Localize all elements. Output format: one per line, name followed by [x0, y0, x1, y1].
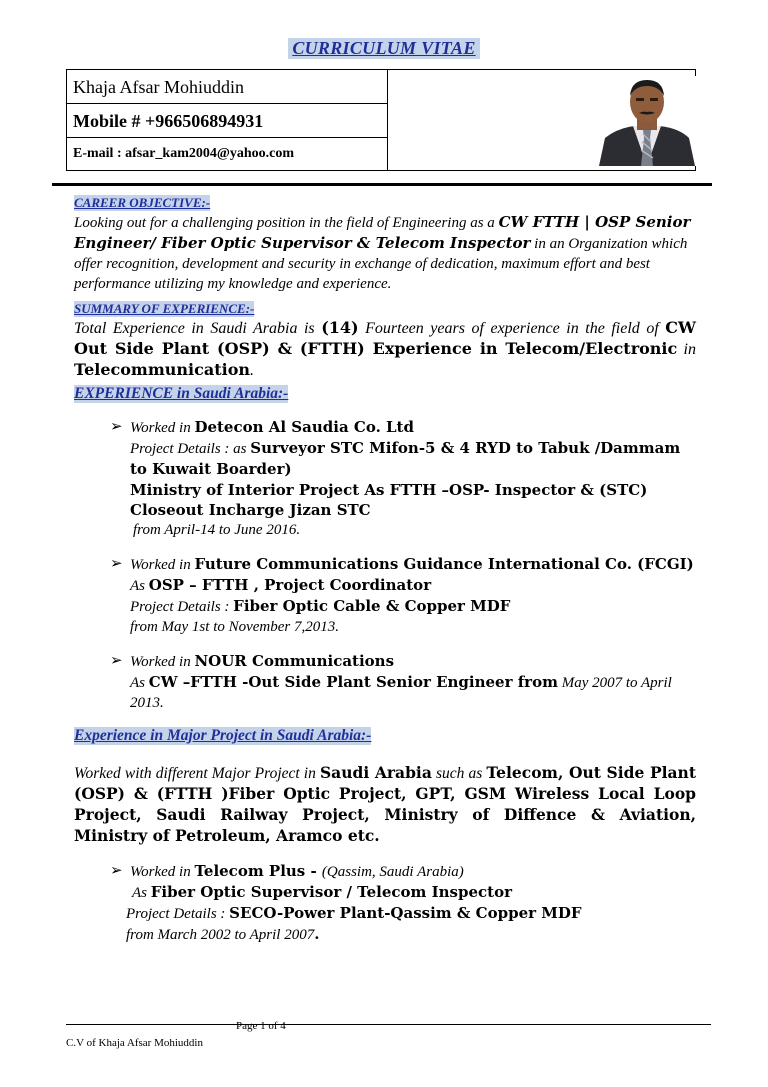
arrow-bullet-icon: ➢: [110, 863, 123, 879]
arrow-bullet-icon: ➢: [110, 419, 123, 435]
item-company: NOUR Communications: [194, 652, 395, 670]
experience-item: [108, 417, 696, 540]
item-prefix: Worked in: [130, 654, 195, 670]
item-as-prefix: As: [130, 578, 149, 594]
document-title: CURRICULUM VITAE: [288, 38, 479, 59]
item-details: Surveyor STC Mifon-5 & 4 RYD to Tabuk /Dammam to Kuwait Boarder): [130, 439, 681, 478]
candidate-name: Khaja Afsar Mohiuddin: [67, 70, 387, 104]
summary-text-mid: Fourteen years of experience in the field of: [358, 320, 666, 337]
major-projects-section: [74, 727, 696, 945]
item-role: OSP – FTTH , Project Coordinator: [148, 576, 432, 594]
experience-list: [108, 417, 696, 713]
experience-heading: EXPERIENCE in Saudi Arabia:-: [74, 385, 289, 402]
item-as-prefix: As: [130, 675, 149, 691]
contact-table: [66, 69, 696, 171]
major-text-mid: such as: [431, 765, 487, 782]
major-projects-heading: Experience in Major Project in Saudi Arabia:-: [74, 727, 372, 744]
item-location: (Qassim, Saudi Arabia): [321, 864, 464, 880]
mobile-number: Mobile # +966506894931: [67, 104, 387, 138]
objective-text-start: Looking out for a challenging position in the field of Engineering as a: [74, 215, 499, 231]
item-details: SECO-Power Plant-Qassim & Copper MDF: [229, 904, 582, 922]
item-company: Future Communications Guidance International Co: [194, 555, 627, 573]
summary-section: [74, 300, 696, 381]
item-extra-details: Ministry of Interior Project As FTTH –OSP- Inspector & (STC) Closeout Incharge Jizan STC: [130, 481, 648, 519]
experience-section: [74, 385, 696, 713]
experience-item: [108, 651, 696, 713]
career-objective-text: [74, 212, 696, 294]
arrow-bullet-icon: ➢: [110, 556, 123, 572]
summary-field: CW Out Side Plant (OSP) & (FTTH) Experience in Telecom/Electronic: [74, 318, 696, 358]
email-address: E-mail : afsar_kam2004@yahoo.com: [73, 146, 295, 161]
item-role: Fiber Optic Supervisor / Telecom Inspector: [150, 883, 512, 901]
major-text-start: Worked with different Major Project in: [74, 765, 320, 782]
summary-text: [74, 318, 696, 381]
summary-heading: SUMMARY OF EXPERIENCE:-: [74, 301, 255, 316]
cv-content: [74, 194, 696, 959]
item-dates: from March 2002 to April 2007: [126, 927, 315, 943]
summary-text-in: in: [677, 341, 696, 358]
item-as-prefix: As: [132, 885, 151, 901]
item-company-suffix: . (FCGI): [626, 555, 694, 573]
item-dates: May 2007 to April 2013.: [130, 675, 672, 711]
footer-divider: [66, 1024, 711, 1025]
item-role: CW –FTTH -Out Side Plant Senior Engineer from: [148, 673, 558, 691]
summary-years: (14): [321, 318, 359, 337]
career-objective-heading: CAREER OBJECTIVE:-: [74, 195, 211, 210]
item-details-prefix: Project Details :: [126, 906, 230, 922]
item-details-prefix: Project Details : as: [130, 441, 251, 457]
page-number: Page 1 of 4: [236, 1020, 286, 1032]
item-dates: from April-14 to June 2016.: [133, 522, 301, 538]
item-dates: from May 1st to November 7,2013.: [130, 619, 340, 635]
major-projects-text: [74, 763, 696, 847]
objective-text-end: in an Organization which offer recognition, development and security in exchange of dedication, maximum effort and best performance utilizing my knowledge and experience.: [74, 236, 688, 292]
document-title-wrap: [0, 38, 768, 59]
summary-field-end: Telecommunication: [74, 360, 251, 379]
header-divider: [52, 183, 712, 186]
item-details: Fiber Optic Cable & Copper MDF: [233, 597, 511, 615]
item-prefix: Worked in: [130, 420, 195, 436]
summary-text-start: Total Experience in Saudi Arabia is: [74, 320, 322, 337]
career-objective-section: [74, 194, 696, 294]
summary-text-end: .: [250, 362, 255, 379]
item-dates-end: .: [314, 925, 320, 943]
arrow-bullet-icon: ➢: [110, 653, 123, 669]
item-prefix: Worked in: [130, 557, 195, 573]
item-prefix: Worked in: [130, 864, 195, 880]
item-company: Telecom Plus -: [194, 862, 322, 880]
contact-details: [67, 70, 388, 170]
major-project-list: [108, 861, 696, 945]
profile-photo: [595, 76, 699, 166]
item-company: Detecon Al Saudia Co. Ltd: [194, 418, 414, 436]
major-country: Saudi Arabia: [319, 763, 432, 782]
footer-cv-name: C.V of Khaja Afsar Mohiuddin: [66, 1037, 203, 1049]
objective-role: CW FTTH | OSP Senior Engineer/ Fiber Optic Supervisor & Telecom Inspector: [74, 213, 691, 252]
experience-item: [108, 861, 696, 945]
item-details-prefix: Project Details :: [130, 599, 234, 615]
major-projects-list: Telecom, Out Side Plant (OSP) & (FTTH )Fiber Optic Project, GPT, GSM Wireless Local Loop Project, Saudi Railway Project, Ministry of Diffence & Aviation, Ministry of Petroleum, Aramco etc.: [74, 763, 696, 845]
experience-item: [108, 554, 696, 637]
